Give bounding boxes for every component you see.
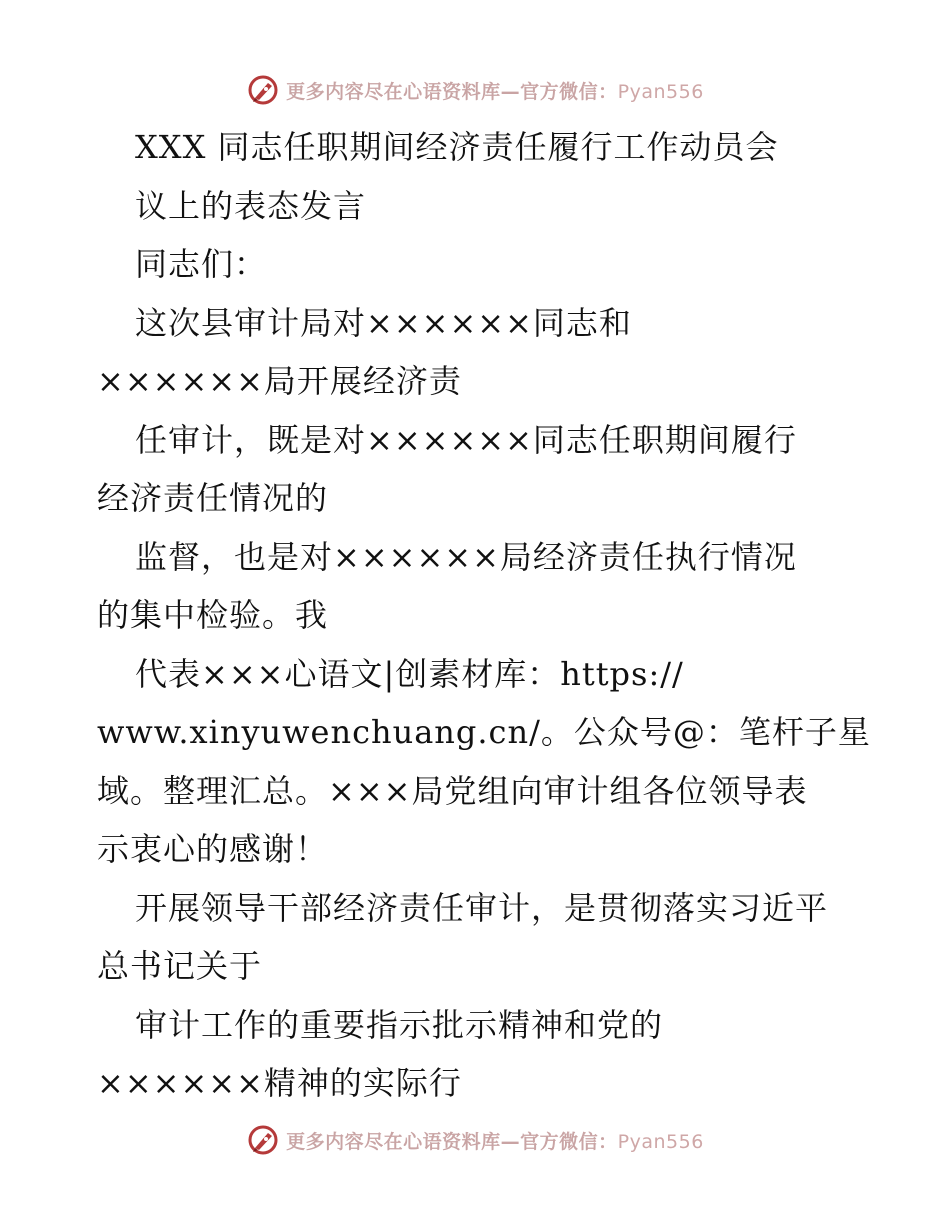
body-line: 示衷心的感谢！ bbox=[97, 830, 329, 868]
body-line: 监督，也是对××××××局经济责任执行情况 bbox=[135, 537, 797, 576]
body-line: 经济责任情况的 bbox=[97, 479, 329, 517]
body-line: 的集中检验。我 bbox=[97, 596, 329, 634]
document-title-line-2: 议上的表态发言 bbox=[135, 186, 367, 225]
footer-watermark-text bbox=[286, 1127, 704, 1154]
body-line: 开展领导干部经济责任审计，是贯彻落实习近平 bbox=[135, 888, 829, 927]
body-line: ××××××精神的实际行 bbox=[97, 1064, 462, 1102]
footer-watermark-banner bbox=[0, 1120, 950, 1160]
pen-logo-icon bbox=[246, 73, 280, 107]
body-line: 任审计，既是对××××××同志任职期间履行 bbox=[135, 420, 797, 459]
footer-watermark-label: 更多内容尽在心语资料库—官方微信： bbox=[286, 1130, 618, 1153]
body-line: 审计工作的重要指示批示精神和党的 bbox=[135, 1005, 664, 1044]
body-line: 这次县审计局对××××××同志和 bbox=[135, 303, 632, 342]
document-body bbox=[97, 118, 871, 1113]
body-line: www.xinyuwenchuang.cn/。公众号@：笔杆子星 bbox=[97, 713, 871, 751]
header-watermark-banner bbox=[0, 70, 950, 110]
body-line: 代表×××心语文|创素材库：https:// bbox=[135, 654, 684, 693]
pen-logo-icon bbox=[246, 1123, 280, 1157]
body-line: 总书记关于 bbox=[97, 947, 263, 985]
footer-watermark-handle: Pyan556 bbox=[617, 1130, 704, 1153]
header-watermark-handle: Pyan556 bbox=[617, 80, 704, 103]
header-watermark-text bbox=[286, 77, 704, 104]
body-line: ××××××局开展经济责 bbox=[97, 362, 462, 400]
header-watermark-label: 更多内容尽在心语资料库—官方微信： bbox=[286, 80, 618, 103]
document-title-line-1: XXX 同志任职期间经济责任履行工作动员会 bbox=[135, 128, 779, 166]
salutation: 同志们： bbox=[135, 245, 268, 283]
body-line: 域。整理汇总。×××局党组向审计组各位领导表 bbox=[97, 771, 808, 810]
